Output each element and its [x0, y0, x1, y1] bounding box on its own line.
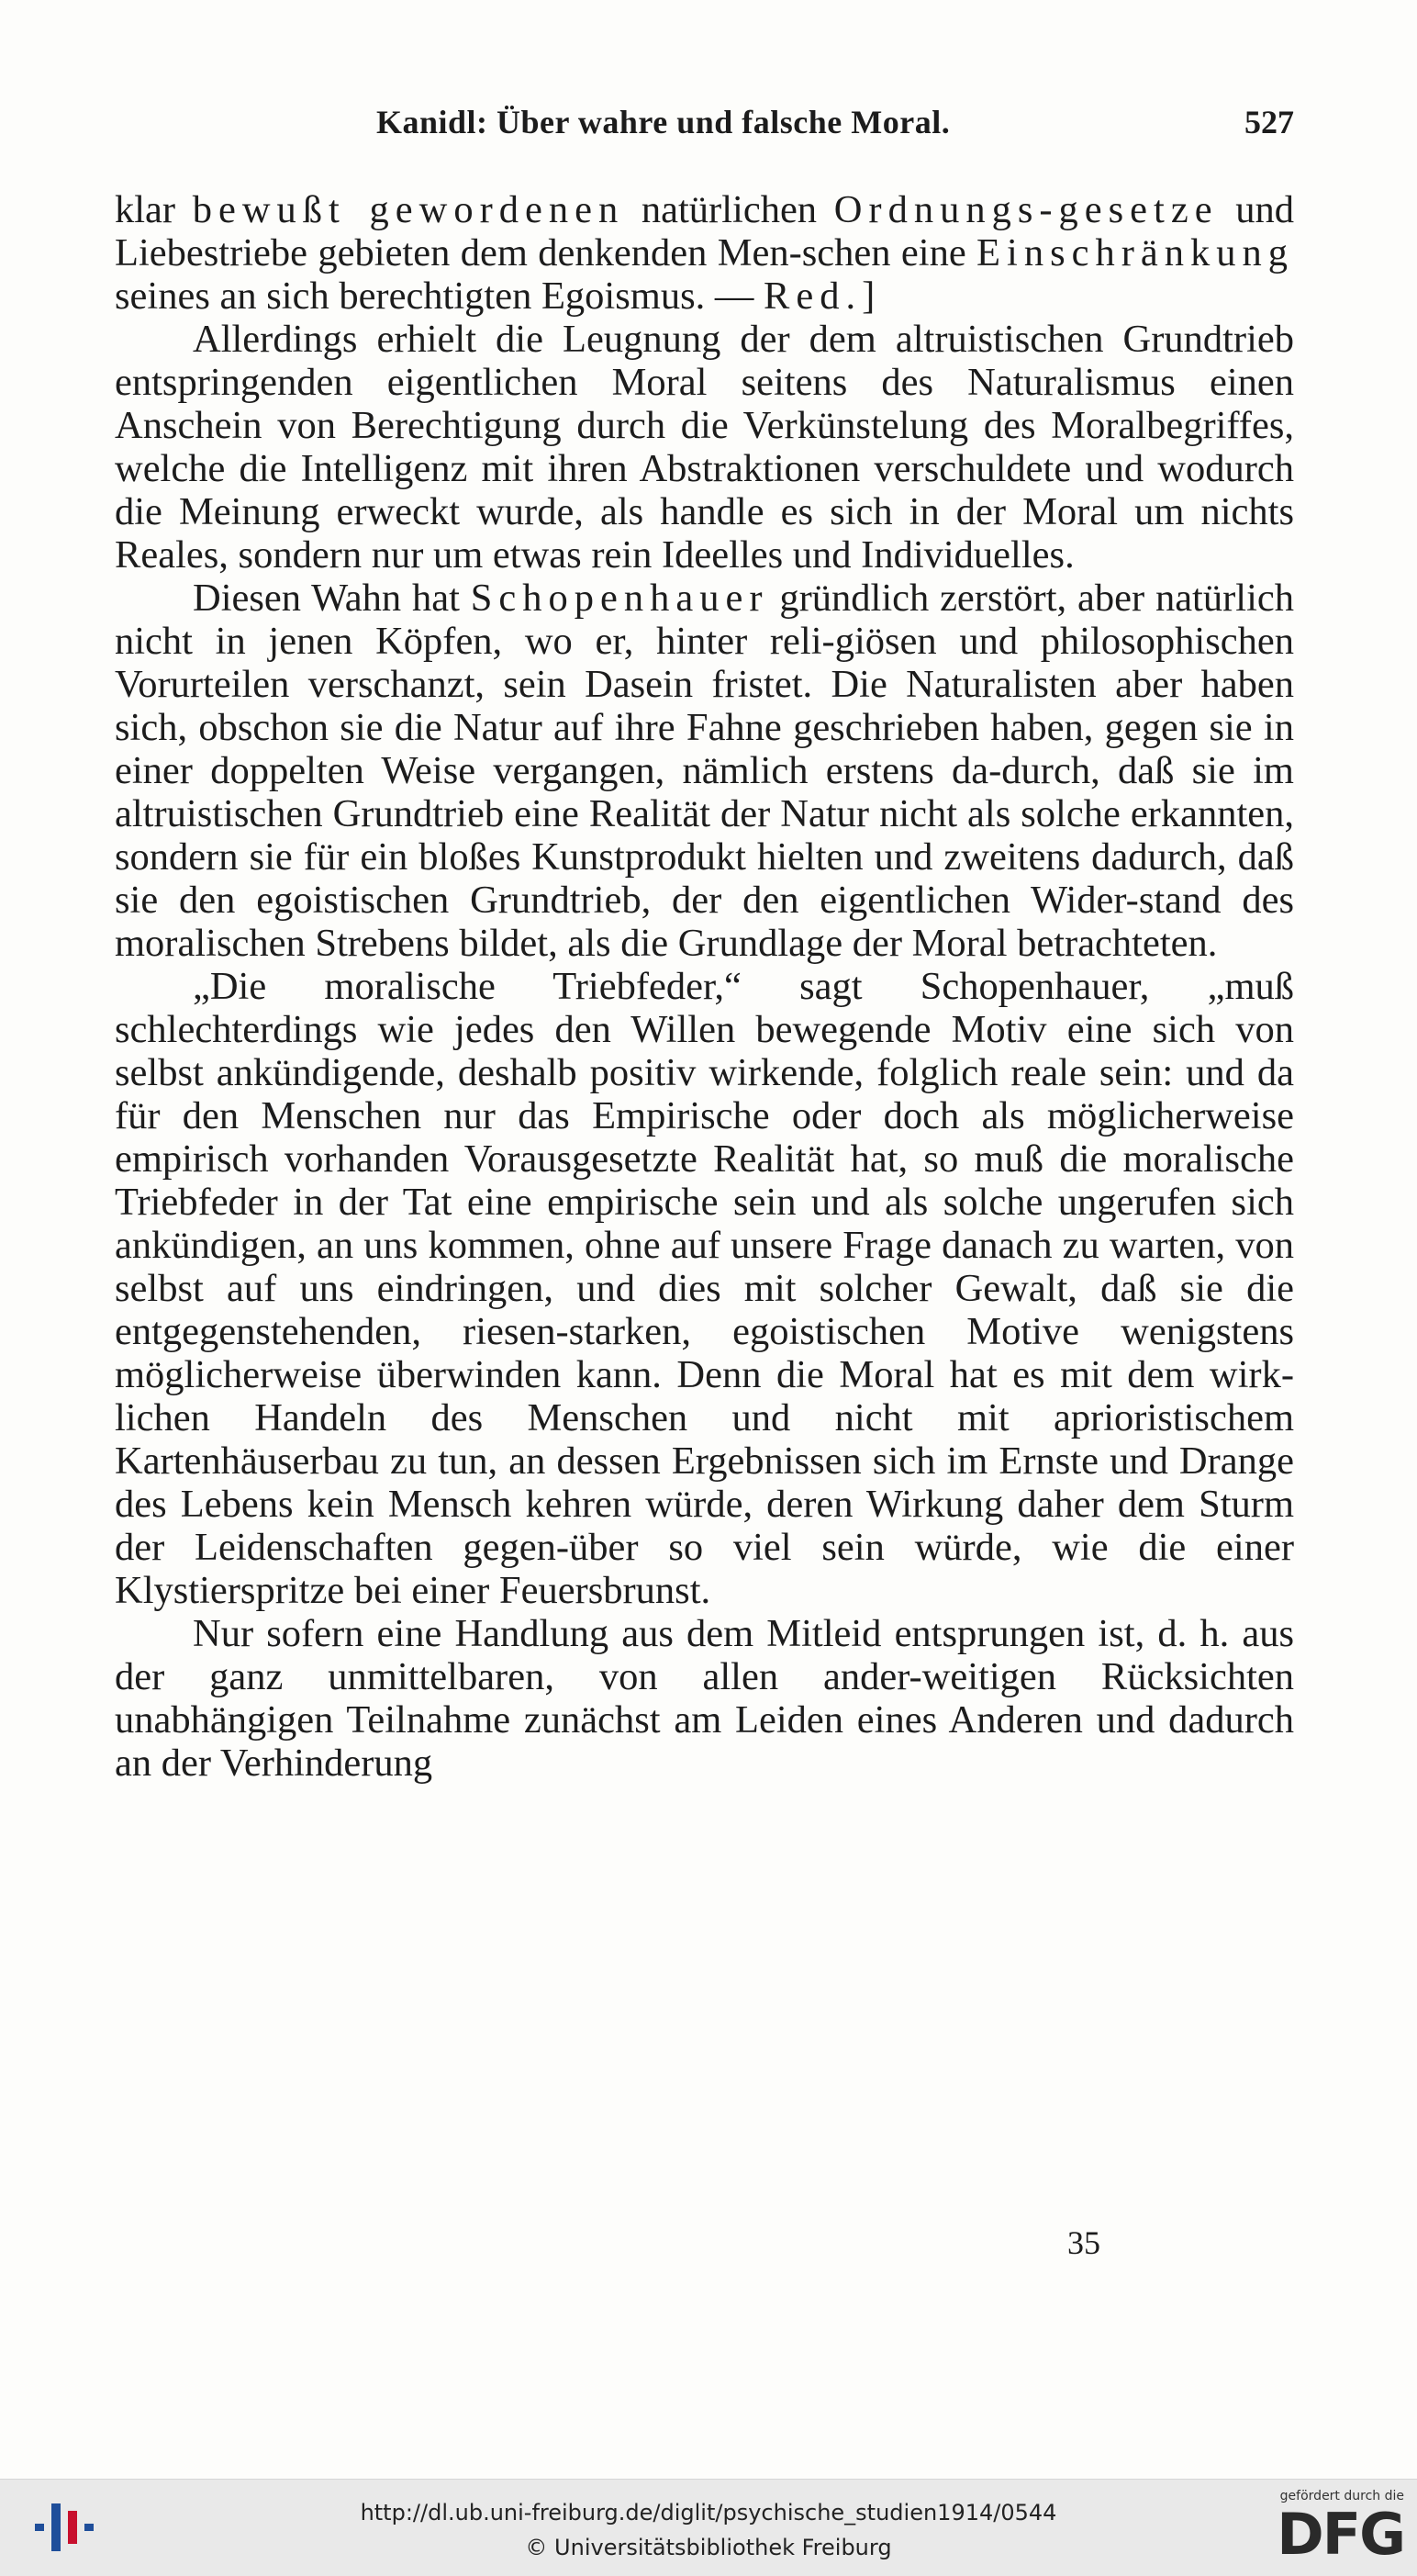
paragraph-2: Allerdings erhielt die Leugnung der dem altruistischen Grundtrieb entspringenden eigentlichen Moral seitens des Naturalismus einen Anschein von Berechtigung durch die Verkünstelung des Moralbegriffes, welche die Intelligenz mit ihren Abstraktionen verschuldete und wodurch die Meinung erweckt wurde, als handle es sich in der Moral um nichts Reales, sondern nur um etwas rein Ideelles und Individuelles. — [115, 318, 1294, 577]
text-run: und Liebestriebe gebieten dem denkenden Men-schen eine — [115, 188, 1294, 274]
text-run: seines an sich berechtigten Egoismus. — — [115, 274, 764, 318]
running-head-title: Kanidl: Über wahre und falsche Moral. — [376, 104, 951, 140]
page-number: 527 — [1244, 104, 1294, 140]
spaced-emphasis: Schopenhauer — [470, 577, 769, 620]
permalink-url[interactable]: http://dl.ub.uni-freiburg.de/diglit/psychische_studien1914/0544 — [360, 2500, 1057, 2526]
viewer-footer — [0, 2479, 1417, 2576]
body-text — [115, 188, 1294, 1785]
text-run: natürlichen — [624, 188, 834, 231]
text-run: klar — [115, 188, 193, 231]
spaced-emphasis: Ordnungs-gesetze — [833, 188, 1219, 231]
dfg-logo: DFG — [1277, 2501, 1404, 2568]
dfg-sponsor-block[interactable] — [1257, 2489, 1404, 2570]
paragraph-5: Nur sofern eine Handlung aus dem Mitleid entsprungen ist, d. h. aus der ganz unmittelbaren, von allen ander-weitigen Rücksichten unabhängigen Teilnahme zunächst am Leiden eines Anderen und dadurch an der Verhinderung — [115, 1612, 1294, 1785]
paragraph-3 — [115, 577, 1294, 965]
spaced-emphasis: Red. — [764, 274, 863, 318]
text-run: ] — [862, 274, 876, 318]
paragraph-1 — [115, 188, 1294, 318]
text-run: gründlich zerstört, aber natürlich nicht in jenen Köpfen, wo er, hinter reli-giösen und philosophischen Vorurteilen verschanzt, sein Dasein fristet. Die Naturalisten aber haben sich, obschon sie die Natur auf ihre Fahne geschrieben haben, gegen sie in einer doppelten Weise vergangen, nämlich erstens da-durch, daß sie im altruistischen Grundtrieb eine Realität der Natur nicht als solche erkannten, sondern sie für ein bloßes Kunstprodukt hielten und zweitens dadurch, daß sie den egoistischen Grundtrieb, der den eigentlichen Wider-stand des moralischen Strebens bildet, als die Grundlage der Moral betrachteten. — [115, 577, 1294, 965]
paragraph-4-quote: „Die moralische Triebfeder,“ sagt Schopenhauer, „muß schlechterdings wie jedes den Willen bewegende Motiv eine sich von selbst ankündigende, deshalb positiv wirkende, folglich reale sein: und da für den Menschen nur das Empirische oder doch als möglicherweise empirisch vorhanden Vorausgesetzte Realität hat, so muß die moralische Triebfeder in der Tat eine empirische sein und als solche ungerufen sich ankündigen, an uns kommen, ohne auf unsere Frage danach zu warten, von selbst auf uns eindringen, und dies mit solcher Gewalt, daß sie die entgegenstehenden, riesen-starken, egoistischen Motive wenigstens möglicherweise überwinden kann. Denn die Moral hat es mit dem wirk-lichen Handeln des Menschen und nicht mit aprioristischem Kartenhäuserbau zu tun, an dessen Ergebnissen sich im Ernste und Drange des Lebens kein Mensch kehren würde, deren Wirkung daher dem Sturm der Leidenschaften gegen-über so viel sein würde, wie die einer Klystierspritze bei einer Feuersbrunst. — [115, 965, 1294, 1612]
sponsor-caption: gefördert durch die — [1279, 2489, 1404, 2503]
spaced-emphasis: bewußt gewordenen — [192, 188, 625, 231]
text-run: Diesen Wahn hat — [193, 577, 471, 620]
signature-mark: 35 — [1067, 2224, 1100, 2261]
running-head — [110, 103, 1294, 154]
spaced-emphasis: Einschränkung — [976, 231, 1294, 274]
copyright-notice: © Universitätsbibliothek Freiburg — [525, 2535, 892, 2560]
